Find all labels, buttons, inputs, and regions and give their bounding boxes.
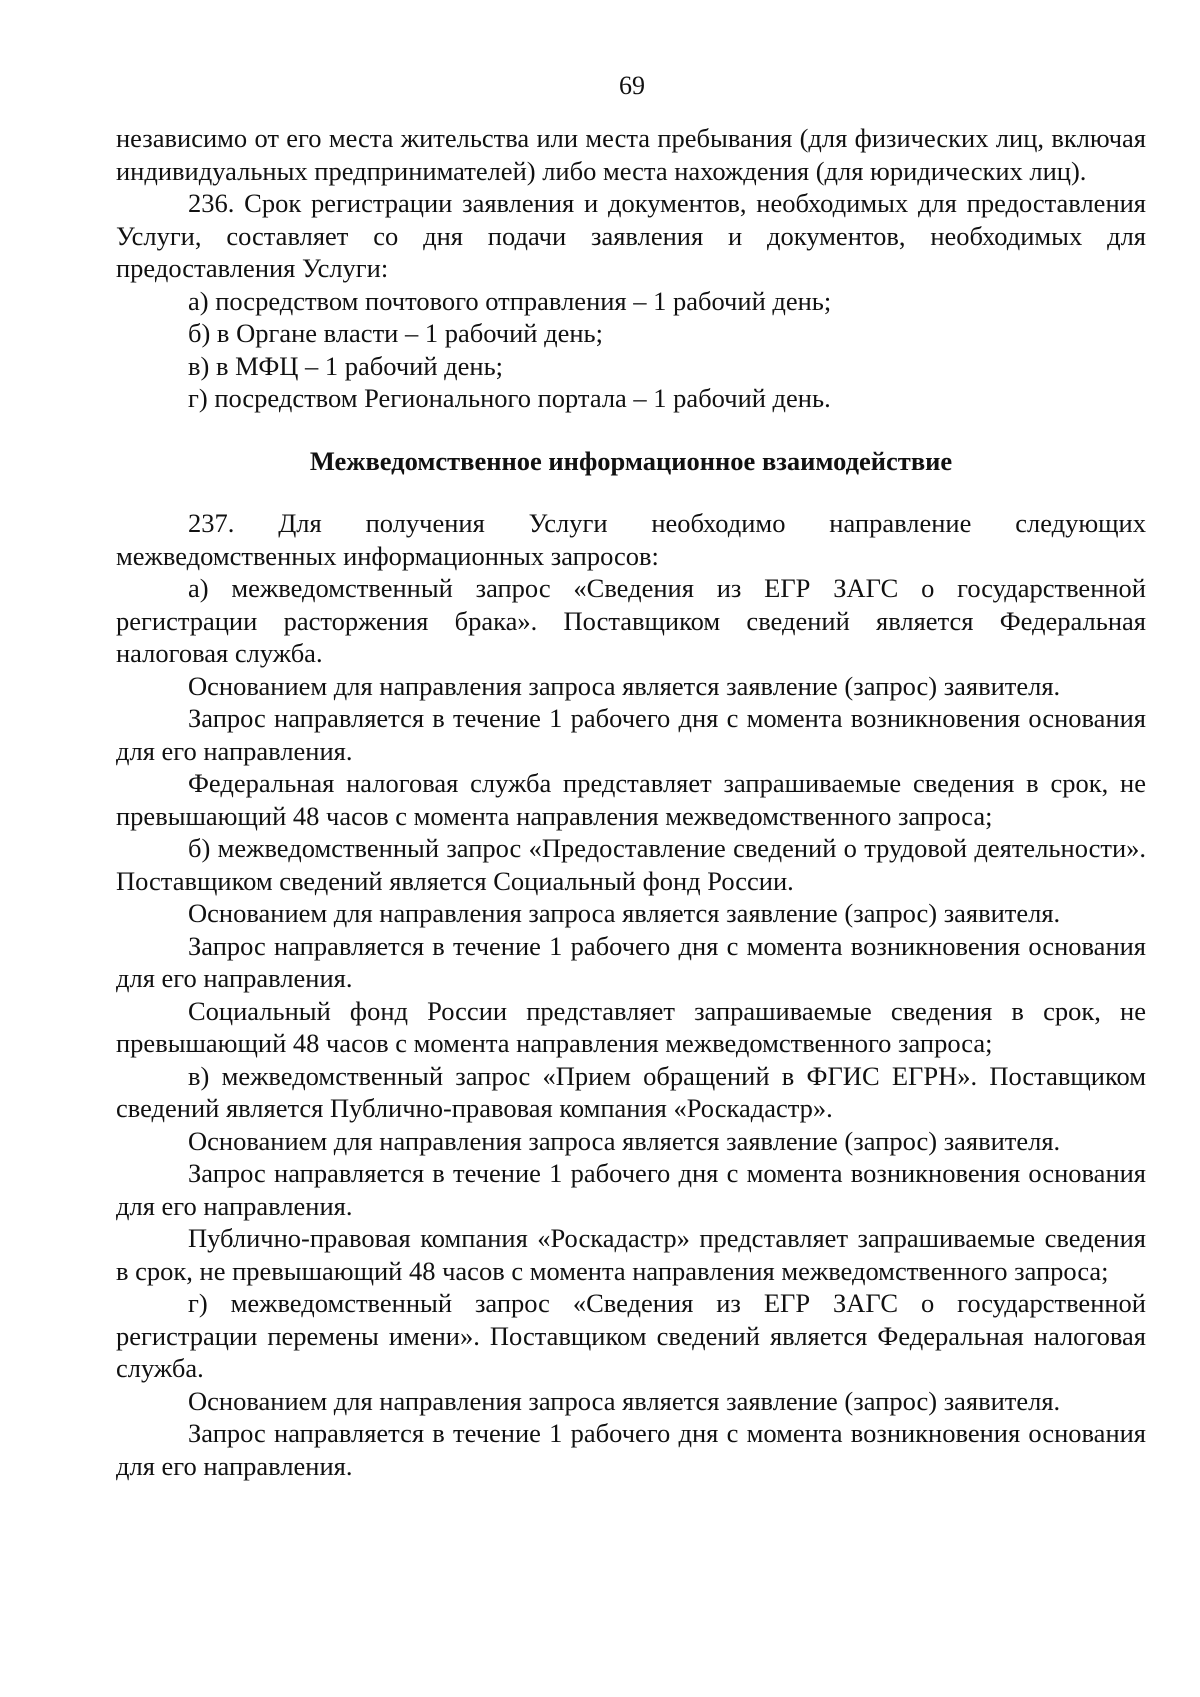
section-heading: Межведомственное информационное взаимодействие	[309, 445, 953, 476]
paragraph: Федеральная налоговая служба представляет запрашиваемые сведения в срок, не превышающий 48 часов с момента направления межведомственного запроса;	[116, 768, 1146, 831]
paragraph: г) межведомственный запрос «Сведения из ЕГР ЗАГС о государственной регистрации перемены имени». Поставщиком сведений является Федеральная налоговая служба.	[116, 1288, 1146, 1383]
paragraph: г) посредством Регионального портала – 1 рабочий день.	[188, 383, 831, 413]
paragraphs-top	[116, 122, 1146, 415]
paragraph: б) в Органе власти – 1 рабочий день;	[188, 318, 603, 348]
paragraph: а) межведомственный запрос «Сведения из ЕГР ЗАГС о государственной регистрации расторжения брака». Поставщиком сведений является Федеральная налоговая служба.	[116, 573, 1146, 668]
paragraph: а) посредством почтового отправления – 1 рабочий день;	[188, 285, 832, 316]
paragraphs-bottom	[116, 507, 1146, 1482]
page-number: 69	[619, 71, 645, 100]
paragraph: Основанием для направления запроса является заявление (запрос) заявителя.	[188, 898, 1061, 928]
paragraph: 237. Для получения Услуги необходимо направление следующих межведомственных информационных запросов:	[116, 508, 1146, 571]
paragraph: Запрос направляется в течение 1 рабочего дня с момента возникновения основания для его направления.	[116, 1418, 1146, 1481]
paragraph: Основанием для направления запроса является заявление (запрос) заявителя.	[188, 670, 1061, 701]
paragraph: б) межведомственный запрос «Предоставление сведений о трудовой деятельности». Поставщиком сведений является Социальный фонд России.	[116, 833, 1146, 896]
paragraph: Запрос направляется в течение 1 рабочего дня с момента возникновения основания для его направления.	[116, 930, 1146, 993]
paragraph: независимо от его места жительства или места пребывания (для физических лиц, включая индивидуальных предпринимателей) либо места нахождения (для юридических лиц).	[116, 123, 1146, 186]
paragraph: в) в МФЦ – 1 рабочий день;	[188, 350, 504, 381]
paragraph: Основанием для направления запроса является заявление (запрос) заявителя.	[188, 1125, 1061, 1156]
paragraph: Социальный фонд России представляет запрашиваемые сведения в срок, не превышающий 48 часов с момента направления межведомственного запроса;	[116, 995, 1146, 1058]
paragraph: 236. Срок регистрации заявления и документов, необходимых для предоставления Услуги, составляет со дня подачи заявления и документов, необходимых для предоставления Услуги:	[116, 188, 1146, 283]
paragraph: Публично-правовая компания «Роскадастр» представляет запрашиваемые сведения в срок, не превышающий 48 часов с момента направления межведомственного запроса;	[116, 1223, 1146, 1286]
paragraph: Запрос направляется в течение 1 рабочего дня с момента возникновения основания для его направления.	[116, 703, 1146, 766]
paragraph: Запрос направляется в течение 1 рабочего дня с момента возникновения основания для его направления.	[116, 1158, 1146, 1221]
paragraph: Основанием для направления запроса является заявление (запрос) заявителя.	[188, 1385, 1061, 1416]
document-body	[116, 122, 1146, 1482]
paragraph: в) межведомственный запрос «Прием обращений в ФГИС ЕГРН». Поставщиком сведений является Публично-правовая компания «Роскадастр».	[116, 1060, 1146, 1123]
